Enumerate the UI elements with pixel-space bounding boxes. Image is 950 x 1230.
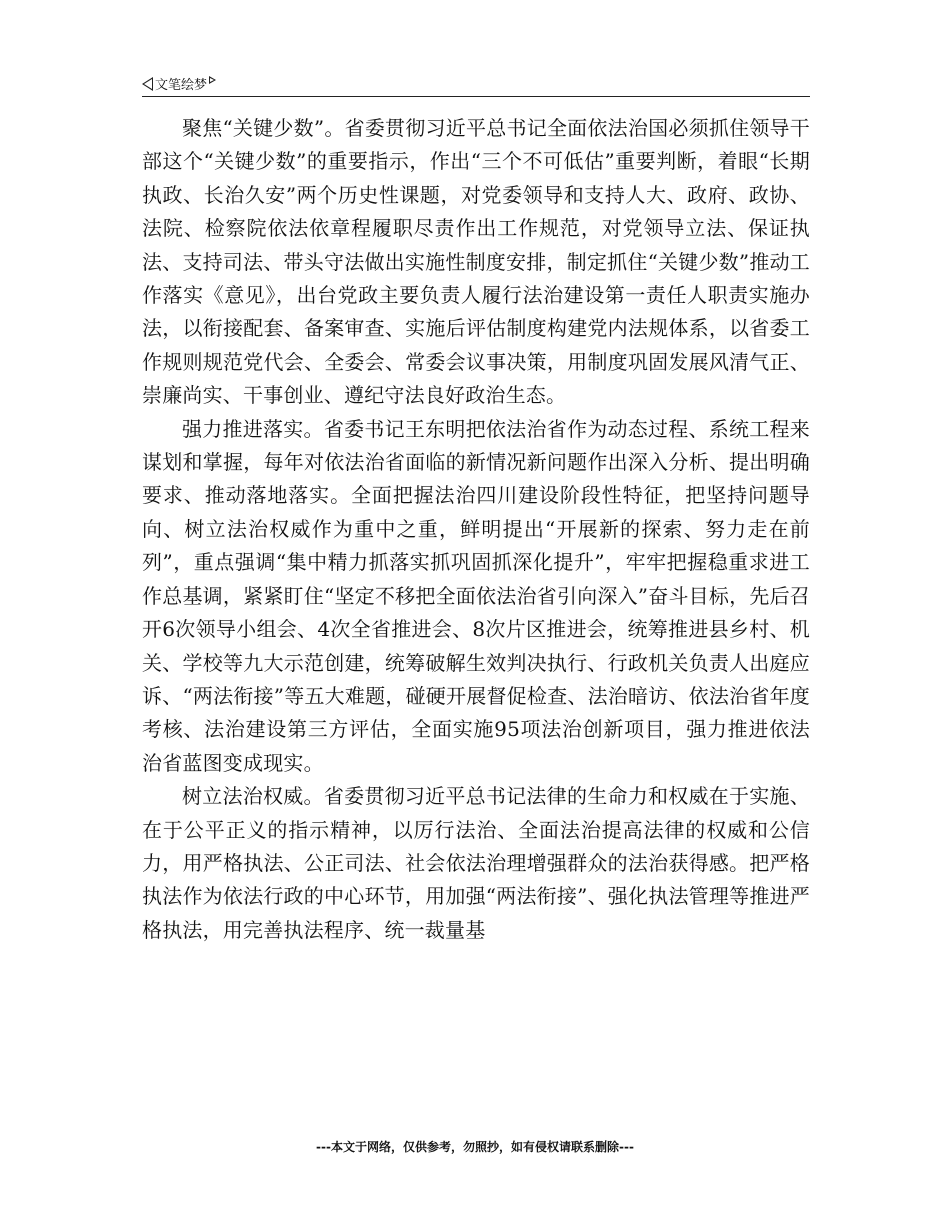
paragraph-key-minority: 聚焦“关键少数”。省委贯彻习近平总书记全面依法治国必须抓住领导干部这个“关键少数”的重要指示，作出“三个不可低估”重要判断，着眼“长期执政、长治久安”两个历史性课题，对党委领导和支持人大、政府、政协、法院、检察院依法依章程履职尽责作出工作规范，对党领导立法、保证执法、支持司法、带头守法做出实施性制度安排，制定抓住“关键少数”推动工作落实《意见》，出台党政主要负责人履行法治建设第一责任人职责实施办法，以衔接配套、备案审查、实施后评估制度构建党内法规体系，以省委工作规则规范党代会、全委会、常委会议事决策，用制度巩固发展风清气正、崇廉尚实、干事创业、遵纪守法良好政治生态。 bbox=[142, 116, 810, 408]
paragraph-implementation: 强力推进落实。省委书记王东明把依法治省作为动态过程、系统工程来谋划和掌握，每年对依法治省面临的新情况新问题作出深入分析、提出明确要求、推动落地落实。全面把握法治四川建设阶段性特征，把坚持问题导向、树立法治权威作为重中之重，鲜明提出“开展新的探索、努力走在前列”，重点强调“集中精力抓落实抓巩固抓深化提升”，牢牢把握稳重求进工作总基调，紧紧盯住“坚定不移把全面依法治省引向深入”奋斗目标，先后召开6次领导小组会、4次全省推进会、8次片区推进会，统筹推进县乡村、机关、学校等九大示范创建，统筹破解生效判决执行、行政机关负责人出庭应诉、“两法衔接”等五大难题，碰硬开展督促检查、法治暗访、依法治省年度考核、法治建设第三方评估，全面实施95项法治创新项目，强力推进依法治省蓝图变成现实。 bbox=[142, 416, 810, 775]
brand-name: 文笔绘梦 bbox=[155, 78, 208, 93]
page-header bbox=[142, 72, 810, 97]
brand-logo bbox=[142, 74, 216, 93]
page-footer-notice: ---本文于网络，仅供参考，勿照抄，如有侵权请联系删除--- bbox=[316, 1140, 634, 1154]
right-triangle-icon bbox=[209, 76, 216, 84]
paragraph-rule-of-law-authority: 树立法治权威。省委贯彻习近平总书记法律的生命力和权威在于实施、在于公平正义的指示精神，以厉行法治、全面法治提高法律的权威和公信力，用严格执法、公正司法、社会依法治理增强群众的法治获得感。把严格执法作为依法行政的中心环节，用加强“两法衔接”、强化执法管理等推进严格执法，用完善执法程序、统一裁量基 bbox=[142, 784, 810, 942]
document-body bbox=[142, 112, 810, 947]
left-triangle-icon bbox=[142, 77, 153, 91]
